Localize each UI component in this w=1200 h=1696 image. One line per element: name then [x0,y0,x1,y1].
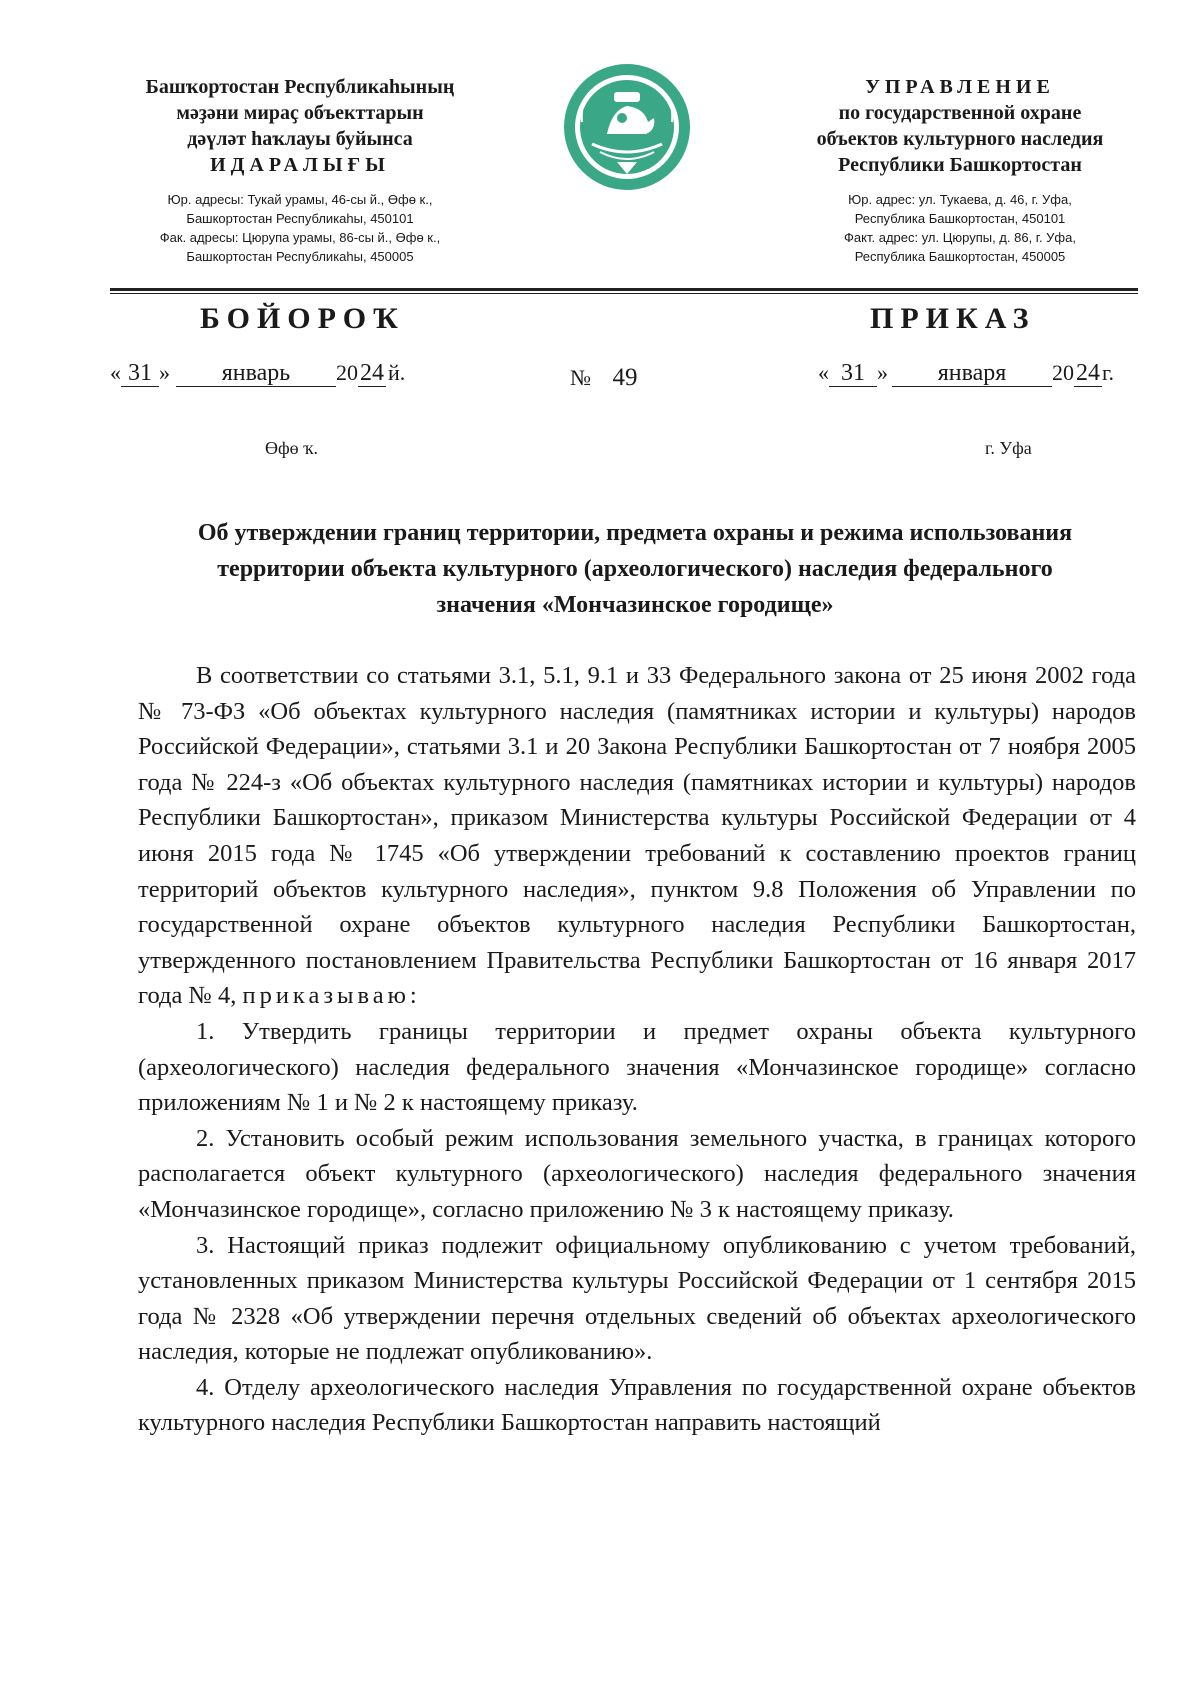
place-russian: г. Уфа [985,438,1032,458]
org-name-russian-line-2: по государственной охране [838,102,1082,124]
header-right [760,74,1160,266]
date-russian [818,360,1114,387]
paragraph-item-2: 2. Установить особый режим использования земельного участка, в границах которого располагается объект культурного (археологического) наследия федерального значения «Мончазинское городище», согласно приложению № 3 к настоящему приказу. [138,1124,1136,1223]
date-month: января [892,360,1052,387]
org-name-russian-line-3: объектов культурного наследия [816,128,1104,150]
date-day: 31 [829,360,877,387]
org-name-russian-line-1: УПРАВЛЕНИЕ [865,76,1055,98]
org-name-bashkir-line-4: ИДАРАЛЫҒЫ [210,154,390,176]
date-year-prefix: 20 [1052,360,1074,385]
address-bashkir-line-2: Башкортостан Республикаһы, 450101 [186,211,414,226]
coat-of-arms-icon [562,62,692,192]
org-name-bashkir-line-1: Башҡортостан Республикаһының [145,76,455,98]
date-bashkir [110,360,405,387]
org-name-bashkir-line-3: дәүләт һаҡлауы буйынса [187,128,413,150]
date-year-mark: г. [1102,360,1115,385]
date-year-mark: й. [388,360,406,385]
number-value: 49 [612,364,638,391]
doc-type-russian: ПРИКАЗ [870,302,1036,335]
paragraph-item-4: 4. Отделу археологического наследия Управления по государственной охране объектов культурного наследия Республики Башкортостан направить настоящий [138,1373,1136,1437]
date-close-quote: » [877,360,888,385]
title-line-3: значения «Мончазинское городище» [436,592,834,618]
date-open-quote: « [110,360,121,385]
number-sign: № [570,365,591,390]
paragraph-intro [138,658,1136,1014]
paragraph-intro-text: В соответствии со статьями 3.1, 5.1, 9.1 и 33 Федерального закона от 25 июня 2002 года № 73-ФЗ «Об объектах культурного наследия (памятниках истории и культуры) народов Российской Федерации», статьями 3.1 и 20 Закона Республики Башкортостан от 7 ноября 2005 года № 224-з «Об объектах культурного наследия (памятниках истории и культуры) народов Республики Башкортостан», приказом Министерства культуры Российской Федерации от 4 июня 2015 года № 1745 «Об утверждении требований к составлению проектов границ территорий объектов культурного наследия», пунктом 9.8 Положения об Управлении по государственной охране объектов культурного наследия Республики Башкортостан, утвержденного постановлением Правительства Республики Башкортостан от 16 января 2017 года № 4, [138,662,1136,1010]
address-russian-line-2: Республика Башкортостан, 450101 [854,211,1066,226]
date-open-quote: « [818,360,829,385]
address-bashkir-line-1: Юр. адресы: Тукай урамы, 46-сы й., Өфө к., [167,192,433,207]
header-left [100,74,500,266]
address-russian-line-1: Юр. адрес: ул. Тукаева, д. 46, г. Уфа, [848,192,1072,207]
order-number [570,364,638,392]
title-line-2: территории объекта культурного (археологического) наследия федерального [217,556,1053,582]
document-body [138,658,1136,1441]
date-close-quote: » [159,360,170,385]
paragraph-item-1: 1. Утвердить границы территории и предмет охраны объекта культурного (археологического) наследия федерального значения «Мончазинское городище» согласно приложениям № 1 и № 2 к настоящему приказу. [138,1017,1136,1117]
header-divider-thin [110,293,1138,294]
date-month: январь [176,360,336,387]
date-year-prefix: 20 [336,360,358,385]
document-title [130,515,1140,623]
address-russian-line-4: Республика Башкортостан, 450005 [854,249,1066,264]
org-name-russian-line-4: Республики Башкортостан [838,154,1082,176]
date-year-suffix: 24 [1076,360,1100,386]
date-day: 31 [121,360,159,387]
header-divider-thick [110,288,1138,291]
org-name-bashkir-line-2: мәҙәни мираҫ объекттарын [176,102,424,124]
address-russian [760,190,1160,266]
title-line-1: Об утверждении границ территории, предмета охраны и режима использования [197,520,1073,546]
doc-type-bashkir: БОЙОРОҠ [200,302,405,335]
address-bashkir-line-3: Фак. адресы: Цюрупа урамы, 86-сы й., Өфө к., [159,230,441,245]
date-year-suffix: 24 [360,360,384,386]
order-word: приказываю: [242,982,421,1010]
address-russian-line-3: Факт. адрес: ул. Цюрупы, д. 86, г. Уфа, [844,230,1076,245]
place-bashkir: Өфө ҡ. [265,438,318,458]
paragraph-item-3: 3. Настоящий приказ подлежит официальному опубликованию с учетом требований, установленных приказом Министерства культуры Российской Федерации от 1 сентября 2015 года № 2328 «Об утверждении перечня отдельных сведений об объектах археологического наследия, которые не подлежат опубликованию». [138,1231,1136,1366]
address-bashkir-line-4: Башкортостан Республикаһы, 450005 [186,249,414,264]
address-bashkir [100,190,500,266]
